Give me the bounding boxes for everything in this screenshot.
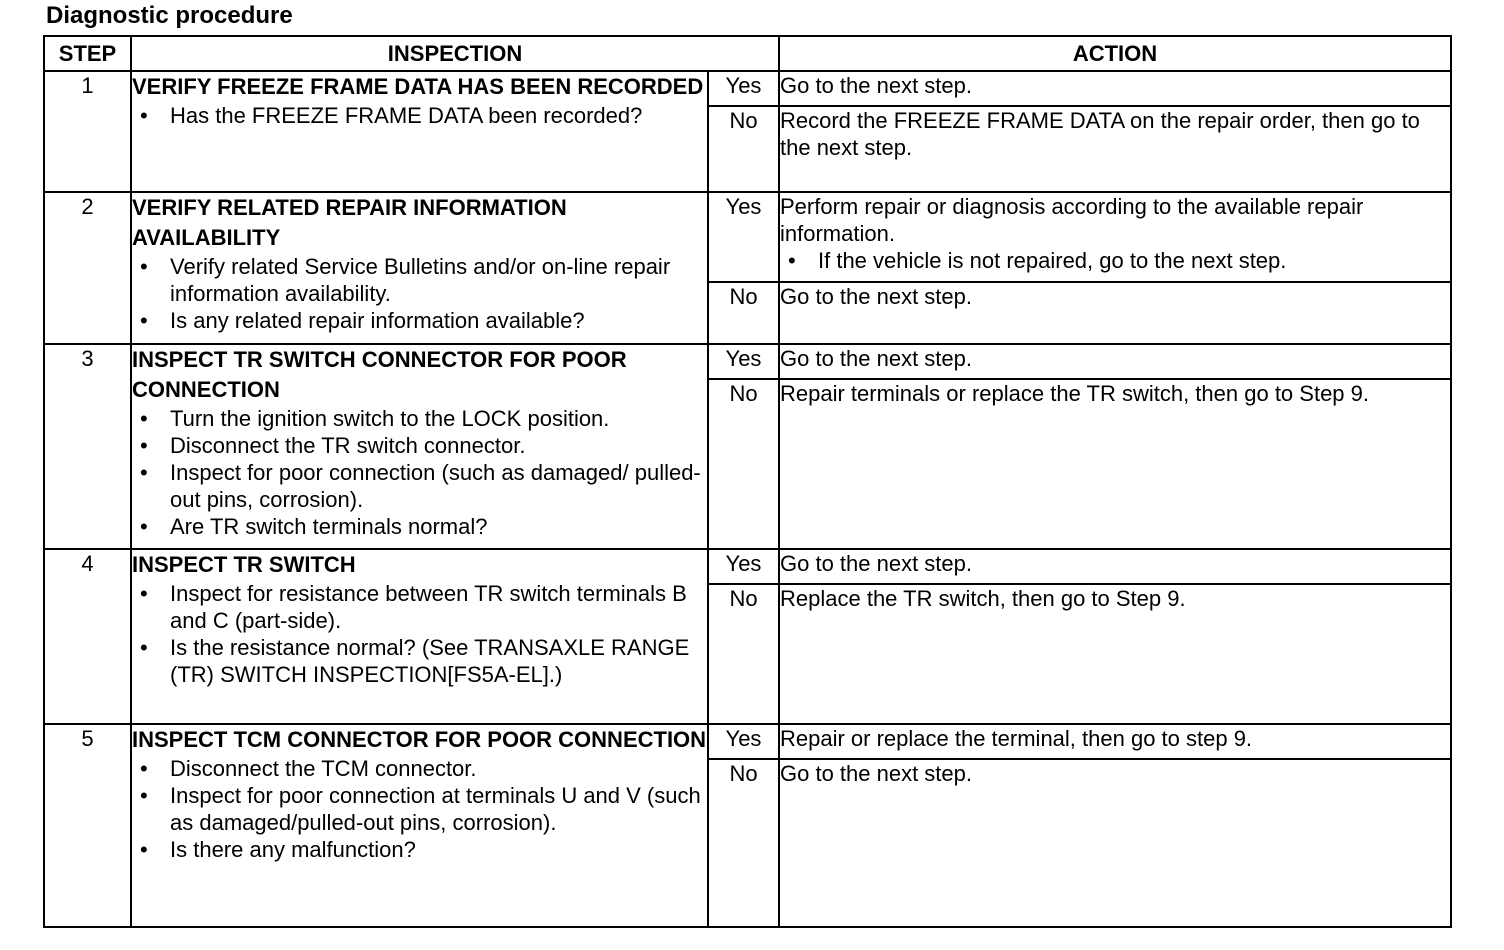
no-action: Go to the next step. [779,759,1451,927]
step-row-yes [44,724,1451,759]
inspection-bullet: • Disconnect the TR switch connector. [132,432,707,459]
step-number: 4 [44,549,131,724]
no-action: Go to the next step. [779,282,1451,344]
yes-label: Yes [708,549,779,584]
inspection-bullet: • Inspect for poor connection (such as damaged/ pulled-out pins, corrosion). [132,459,707,513]
page-title: Diagnostic procedure [46,2,293,29]
inspection-bullet: • Inspect for resistance between TR switch terminals B and C (part-side). [132,580,707,634]
no-label: No [708,106,779,192]
inspection-title: INSPECT TR SWITCH CONNECTOR FOR POOR CONNECTION [132,347,627,402]
yes-action-cell [779,549,1451,584]
yes-label: Yes [708,192,779,282]
inspection-cell [131,71,708,192]
steps-body [44,71,1451,927]
inspection-bullets [132,755,707,863]
step-number: 5 [44,724,131,927]
step-row-yes [44,192,1451,282]
inspection-bullet: • Verify related Service Bulletins and/or on-line repair information availability. [132,253,707,307]
inspection-cell [131,344,708,549]
inspection-bullet: • Is any related repair information available? [132,307,707,334]
inspection-bullets [132,253,707,334]
yes-action-cell [779,71,1451,106]
no-label: No [708,282,779,344]
inspection-cell [131,724,708,927]
yes-action: Perform repair or diagnosis according to the available repair information. [780,194,1364,246]
no-action: Repair terminals or replace the TR switch, then go to Step 9. [779,379,1451,549]
inspection-cell [131,549,708,724]
inspection-bullet: • Turn the ignition switch to the LOCK position. [132,405,707,432]
no-action: Replace the TR switch, then go to Step 9. [779,584,1451,724]
inspection-cell [131,192,708,344]
step-number: 1 [44,71,131,192]
inspection-bullet: • Is the resistance normal? (See TRANSAXLE RANGE (TR) SWITCH INSPECTION[FS5A-EL].) [132,634,707,688]
step-number: 3 [44,344,131,549]
yes-action: Go to the next step. [780,346,973,371]
inspection-title: INSPECT TR SWITCH [132,552,356,577]
inspection-title: VERIFY RELATED REPAIR INFORMATION AVAILABILITY [132,195,567,250]
yes-action-cell [779,344,1451,379]
step-number: 2 [44,192,131,344]
yes-action: Repair or replace the terminal, then go to step 9. [780,726,1253,751]
diagnostic-table [43,35,1452,928]
no-label: No [708,379,779,549]
inspection-bullet: • Are TR switch terminals normal? [132,513,707,540]
yes-action: Go to the next step. [780,551,973,576]
inspection-bullet: • Disconnect the TCM connector. [132,755,707,782]
step-row-yes [44,344,1451,379]
yes-label: Yes [708,71,779,106]
yes-action: Go to the next step. [780,73,973,98]
inspection-bullet: • Has the FREEZE FRAME DATA been recorded? [132,102,707,129]
step-row-yes [44,549,1451,584]
inspection-bullets [132,580,707,688]
yes-label: Yes [708,344,779,379]
inspection-bullets [132,102,707,129]
inspection-title: VERIFY FREEZE FRAME DATA HAS BEEN RECORDED [132,74,704,99]
inspection-title: INSPECT TCM CONNECTOR FOR POOR CONNECTION [132,727,707,752]
header-inspection: INSPECTION [131,36,779,71]
no-label: No [708,759,779,927]
header-row [44,36,1451,71]
no-action: Record the FREEZE FRAME DATA on the repair order, then go to the next step. [779,106,1451,192]
yes-action-sub: • If the vehicle is not repaired, go to the next step. [780,247,1450,274]
yes-label: Yes [708,724,779,759]
yes-action-sub-list [780,247,1450,274]
yes-action-cell [779,724,1451,759]
inspection-bullets [132,405,707,540]
header-step: STEP [44,36,131,71]
yes-action-cell [779,192,1451,282]
inspection-bullet: • Is there any malfunction? [132,836,707,863]
no-label: No [708,584,779,724]
inspection-bullet: • Inspect for poor connection at terminals U and V (such as damaged/pulled-out pins, corrosion). [132,782,707,836]
header-action: ACTION [779,36,1451,71]
step-row-yes [44,71,1451,106]
